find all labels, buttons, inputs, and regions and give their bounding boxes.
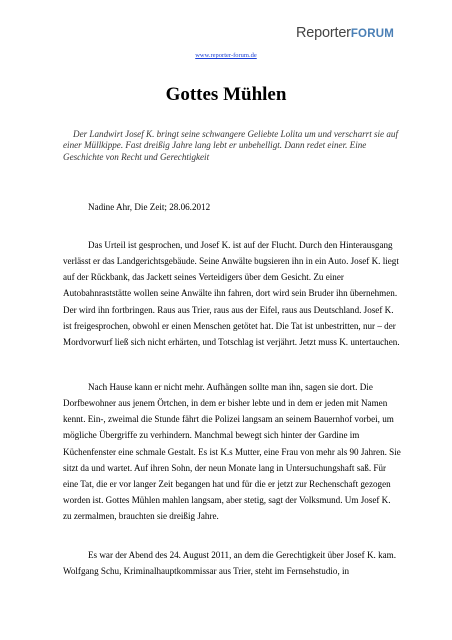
article-paragraph: Es war der Abend des 24. August 2011, an dem die Gerechtigkeit über Josef K. kam. Wolfgang Schu, Kriminalhauptkommissar aus Trier, steht im Fernsehstudio, in xyxy=(63,550,397,577)
article-lead: Der Landwirt Josef K. bringt seine schwangere Geliebte Lolita um und verscharrt sie auf einer Müllkippe. Fast dreißig Jahre lang lebt er unbehelligt. Dann redet einer. Eine Geschichte von Recht und Gerechtigkeit xyxy=(63,129,398,162)
article-title: Gottes Mühlen xyxy=(165,84,287,105)
reporterforum-logo xyxy=(296,25,394,41)
article-paragraph: Nach Hause kann er nicht mehr. Aufhängen sollte man ihn, sagen sie dort. Die Dorfbewohner aus jenem Örtchen, in dem er bisher lebte und in dem er jeden mit Namen kennt. Ein-, zweimal die Stunde fährt die Polizei langsam an seinem Bauernhof vorbei, um mögliche Übergriffe zu verhindern. Manchmal bewegt sich hinter der Gardine im Küchenfenster eine schmale Gestalt. Es ist K.s Mutter, eine Frau von mehr als 90 Jahren. Sie sitzt da und wartet. Auf ihren Sohn, der neun Monate lang in Untersuchungshaft saß. Für eine Tat, die er vor langer Zeit begangen hat und für die er jetzt zur Rechenschaft gezogen worden ist. Gottes Mühlen mahlen langsam, aber stetig, sagt der Volksmund. Um Josef K. zu zermalmen, brauchten sie dreißig Jahre. xyxy=(63,382,401,522)
logo-reporter-text: Reporter xyxy=(296,25,351,41)
article-paragraph: Das Urteil ist gesprochen, und Josef K. ist auf der Flucht. Durch den Hinterausgang verlässt er das Landgerichtsgebäude. Seine Anwälte bugsieren ihn in ein Auto. Josef K. liegt auf der Rückbank, das Jackett seines Verteidigers über dem Gesicht. Zu einer Autobahnraststätte wollen seine Anwälte ihn fahren, dort wird sein Bruder ihn übernehmen. Der wird ihn fortbringen. Raus aus Trier, raus aus der Eifel, raus aus Deutschland. Josef K. ist freigesprochen, obwohl er einen Menschen getötet hat. Die Tat ist unbestritten, nur – der Mordvorwurf ließ sich nicht erhärten, und Totschlag ist verjährt. Jetzt muss K. untertauchen. xyxy=(63,240,400,347)
article-byline: Nadine Ahr, Die Zeit; 28.06.2012 xyxy=(88,202,211,212)
website-link[interactable]: www.reporter-forum.de xyxy=(195,52,257,59)
logo-forum-text: FORUM xyxy=(350,28,394,40)
